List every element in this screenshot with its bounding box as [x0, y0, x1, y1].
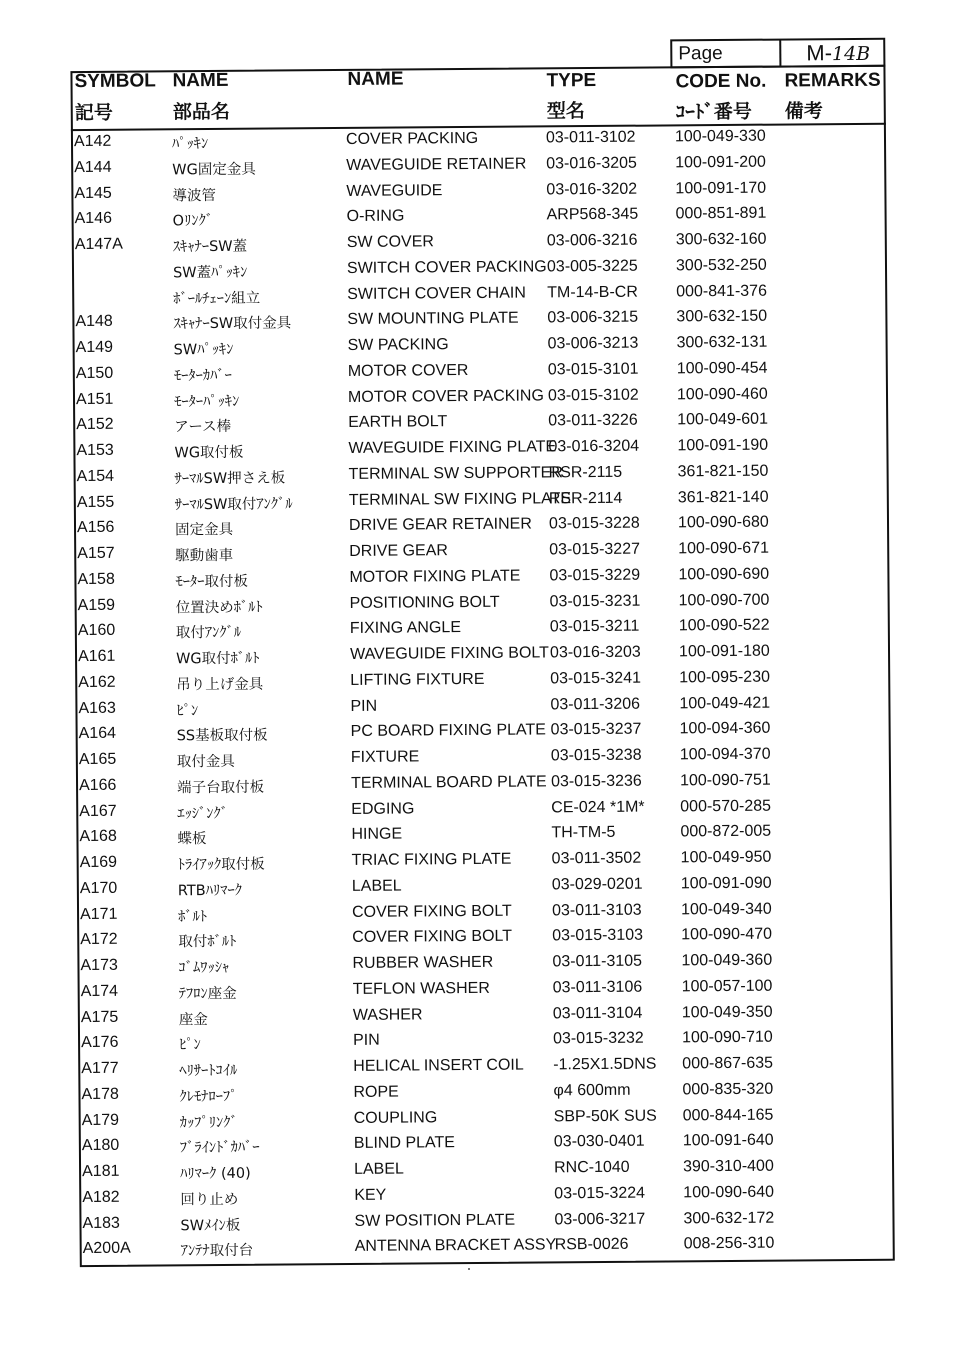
part-code: 361-821-150 [677, 462, 769, 481]
part-type: ARP568-345 [546, 205, 639, 224]
part-name: WAVEGUIDE RETAINER [346, 155, 527, 174]
part-type: 03-015-3224 [554, 1184, 646, 1203]
part-type: 03-015-3103 [552, 926, 644, 945]
part-code: 100-090-522 [678, 616, 770, 635]
part-code: 100-049-421 [679, 694, 771, 712]
part-type: 03-011-3206 [550, 695, 641, 713]
part-name: SWITCH COVER PACKING [346, 258, 547, 277]
part-name: TERMINAL BOARD PLATE [350, 773, 547, 792]
part-code: 100-090-751 [679, 771, 771, 790]
header-name: NAME [347, 68, 404, 90]
part-name-jp: 駆動歯車 [175, 547, 234, 565]
part-code: 100-091-200 [675, 153, 766, 172]
part-type: 03-029-0201 [551, 875, 643, 894]
part-type: 03-006-3215 [547, 308, 639, 327]
part-name: BLIND PLATE [353, 1134, 456, 1153]
part-name-jp: 端子台取付板 [177, 779, 265, 797]
part-code: 390-310-400 [682, 1157, 774, 1176]
part-type: 03-011-3103 [551, 901, 642, 919]
scan-speck [468, 1268, 470, 1270]
part-name-jp: ﾌﾞﾗｲﾝﾄﾞｶﾊﾞｰ [179, 1139, 260, 1157]
part-code: 000-841-376 [676, 282, 768, 300]
part-name: HELICAL INSERT COIL [353, 1056, 524, 1075]
part-name: DRIVE GEAR [349, 542, 448, 560]
part-code: 000-844-165 [682, 1106, 774, 1124]
part-symbol: A177 [81, 1059, 119, 1078]
part-name-jp: ﾓｰﾀｰｶﾊﾞｰ [173, 367, 232, 385]
part-name: LIFTING FIXTURE [350, 670, 485, 689]
part-name-jp: ﾄﾗｲｱｯｸ取付板 [177, 856, 265, 874]
part-symbol: A167 [79, 802, 117, 820]
part-name-jp: ﾊﾘﾏｰｸ (40) [180, 1165, 251, 1183]
part-code: 100-057-100 [681, 977, 773, 996]
part-name-jp: 吊り上げ金具 [176, 676, 264, 694]
part-type: RNC-1040 [554, 1158, 630, 1177]
part-type: 03-016-3204 [548, 437, 640, 456]
part-symbol: A162 [78, 673, 116, 691]
part-symbol: A154 [76, 467, 115, 485]
part-name: TERMINAL SW SUPPORTER [348, 464, 563, 483]
part-type: 03-006-3217 [554, 1210, 646, 1228]
part-symbol: A174 [80, 982, 119, 1000]
part-code: 000-851-891 [675, 204, 767, 223]
part-code: 100-090-710 [681, 1028, 773, 1047]
part-type: 03-006-3213 [547, 334, 639, 353]
part-code: 100-091-190 [677, 436, 769, 455]
part-name-jp: ｻｰﾏﾙSW取付ｱﾝｸﾞﾙ [174, 495, 293, 513]
part-symbol: A159 [77, 596, 116, 614]
part-code: 300-632-150 [676, 307, 768, 326]
part-name-jp: ｶｯﾌﾟﾘﾝｸﾞ [179, 1114, 238, 1131]
part-type: RSR-2114 [548, 489, 623, 507]
page-box-divider [779, 41, 781, 66]
part-name-jp: ｻｰﾏﾙSW押さえ板 [174, 470, 286, 488]
header-symbol-jp: 記号 [74, 101, 113, 125]
part-name: SW PACKING [347, 336, 449, 354]
part-name: WASHER [352, 1005, 423, 1024]
part-code: 100-049-330 [674, 127, 766, 146]
part-symbol: A163 [78, 699, 116, 717]
part-symbol: A152 [76, 416, 114, 434]
part-name-jp: SWﾊﾟｯｷﾝ [173, 341, 234, 359]
part-name: WAVEGUIDE FIXING PLATE [348, 438, 557, 457]
part-name-jp: ﾃﾌﾛﾝ座金 [178, 985, 237, 1003]
part-name-jp: ﾍﾘｻｰﾄｺｲﾙ [179, 1062, 238, 1080]
part-type: 03-015-3228 [548, 514, 640, 533]
part-name: COVER FIXING BOLT [352, 927, 513, 947]
part-type: 03-011-3105 [552, 952, 643, 971]
parts-table-body [0, 124, 959, 1264]
part-name-jp: アース棒 [174, 419, 232, 436]
part-symbol: A161 [77, 647, 116, 666]
part-type: RSR-2115 [548, 463, 623, 482]
header-name-jp: 部品名 [172, 100, 230, 124]
part-code: 100-090-454 [676, 359, 768, 378]
part-code: 300-632-131 [676, 333, 768, 352]
part-name-jp: SS基板取付板 [176, 727, 268, 745]
part-type: 03-015-3102 [547, 386, 639, 404]
header-type-jp: 型名 [546, 100, 585, 123]
part-type: 03-011-3106 [552, 978, 643, 997]
part-name: ANTENNA BRACKET ASSY [354, 1236, 557, 1256]
part-type: SBP-50K SUS [553, 1107, 657, 1125]
part-name: PIN [350, 697, 378, 715]
part-symbol: A183 [82, 1214, 120, 1232]
part-symbol: A165 [78, 750, 117, 769]
part-name-jp: 回り止め [180, 1191, 239, 1209]
part-symbol: A171 [79, 905, 118, 923]
part-symbol: A170 [79, 879, 118, 897]
part-type: 03-006-3216 [546, 231, 638, 250]
part-name: PC BOARD FIXING PLATE [350, 721, 546, 741]
part-symbol: A149 [75, 338, 114, 357]
part-type: 03-030-0401 [553, 1132, 645, 1151]
part-code: 100-049-350 [681, 1003, 773, 1021]
part-name: O-RING [346, 207, 405, 226]
part-name-jp: ｽｷｬﾅｰSW取付金具 [173, 315, 292, 333]
part-symbol: A155 [76, 493, 115, 511]
part-name-jp: ｺﾞﾑﾜｯｼｬ [178, 959, 230, 977]
part-symbol: A173 [80, 956, 118, 975]
part-code: 100-094-360 [679, 719, 771, 738]
part-name: TERMINAL SW FIXING PLATE [348, 489, 572, 509]
part-name-jp: WG取付ﾎﾞﾙﾄ [176, 650, 260, 668]
part-name: COVER FIXING BOLT [351, 902, 512, 921]
part-symbol: A182 [82, 1188, 120, 1206]
part-name-jp: WG取付板 [174, 444, 244, 462]
part-code: 100-049-360 [681, 951, 773, 970]
part-symbol: A166 [78, 776, 117, 794]
part-symbol: A148 [75, 313, 113, 331]
part-symbol: A169 [79, 853, 118, 872]
part-symbol: A200A [82, 1239, 131, 1258]
part-name-jp: 取付ﾎﾞﾙﾄ [178, 934, 237, 951]
part-code: 000-570-285 [680, 797, 772, 815]
part-name: MOTOR FIXING PLATE [349, 567, 521, 586]
part-type: φ4 600mm [553, 1081, 631, 1100]
part-type: 03-015-3231 [549, 592, 641, 610]
part-symbol: A158 [77, 570, 115, 588]
part-name: DRIVE GEAR RETAINER [348, 515, 532, 535]
part-code: 100-091-640 [682, 1131, 774, 1150]
part-code: 100-091-180 [678, 642, 770, 661]
header-code: CODE No. [675, 70, 767, 93]
part-code: 000-872-005 [680, 822, 772, 841]
part-code: 008-256-310 [683, 1234, 775, 1253]
part-symbol: A151 [75, 390, 114, 408]
part-name-jp: ｸﾚﾓﾅﾛｰﾌﾟ [179, 1088, 238, 1106]
part-type: TM-14-B-CR [547, 283, 638, 301]
header-remarks: REMARKS [784, 69, 881, 92]
part-code: 100-049-340 [680, 900, 772, 918]
part-symbol: A145 [74, 184, 112, 202]
part-name: HINGE [351, 825, 403, 844]
part-name-jp: ﾓｰﾀｰ取付板 [175, 573, 249, 591]
part-name-jp: 取付ｱﾝｸﾞﾙ [175, 625, 242, 642]
part-name: PIN [352, 1031, 380, 1050]
part-code: 361-821-140 [677, 488, 769, 506]
part-symbol: A150 [75, 364, 114, 382]
part-name: KEY [354, 1186, 387, 1204]
header-name-jp-en: NAME [172, 69, 229, 92]
part-name: TEFLON WASHER [352, 979, 490, 998]
part-code: 100-091-090 [680, 874, 772, 893]
part-type: 03-015-3236 [550, 772, 642, 791]
part-symbol: A164 [78, 725, 117, 743]
part-symbol: A178 [81, 1085, 119, 1103]
part-name: RUBBER WASHER [352, 953, 494, 972]
header-symbol: SYMBOL [74, 70, 156, 93]
part-symbol: A172 [80, 931, 118, 949]
part-symbol: A146 [74, 210, 113, 228]
part-type: 03-011-3104 [552, 1004, 643, 1022]
part-name: MOTOR COVER PACKING [347, 386, 544, 406]
part-type: 03-015-3237 [550, 720, 642, 739]
part-name: MOTOR COVER [347, 361, 469, 380]
part-name: WAVEGUIDE FIXING BOLT [349, 644, 549, 663]
part-type: 03-015-3241 [550, 669, 642, 688]
part-code: 300-632-172 [683, 1209, 775, 1227]
part-name-jp: RTBﾊﾘﾏｰｸ [177, 882, 243, 900]
part-name: POSITIONING BOLT [349, 593, 500, 612]
header-type: TYPE [546, 69, 597, 92]
part-symbol: A176 [81, 1034, 119, 1052]
part-symbol: A153 [76, 441, 114, 460]
part-code: 100-091-170 [675, 179, 767, 197]
part-name-jp: Oﾘﾝｸﾞ [172, 213, 214, 230]
part-name-jp: 位置決めﾎﾞﾙﾄ [175, 599, 263, 616]
part-type: 03-016-3202 [546, 180, 638, 198]
part-name: LABEL [354, 1160, 404, 1178]
part-type: RSB-0026 [554, 1236, 629, 1254]
part-name: SWITCH COVER CHAIN [347, 284, 526, 303]
part-name-jp: ﾎﾞﾙﾄ [178, 908, 208, 925]
part-name: EDGING [351, 799, 415, 818]
part-type: -1.25X1.5DNS [553, 1055, 657, 1074]
part-symbol: A175 [80, 1008, 119, 1026]
part-name: LABEL [351, 877, 402, 895]
part-type: 03-016-3205 [546, 154, 637, 173]
page-number: M-14B [806, 40, 871, 66]
part-type: 03-015-3101 [547, 360, 639, 379]
part-symbol: A181 [82, 1162, 120, 1181]
part-name: FIXTURE [350, 748, 420, 766]
part-symbol: A179 [81, 1111, 120, 1129]
part-name: ROPE [353, 1083, 399, 1101]
part-name: FIXING ANGLE [349, 619, 462, 638]
page-label: Page [678, 42, 723, 65]
header-remarks-jp: 備考 [784, 100, 823, 123]
part-code: 100-090-460 [676, 385, 768, 403]
part-name-jp: SW蓋ﾊﾟｯｷﾝ [172, 264, 248, 282]
part-symbol: A142 [73, 132, 112, 151]
part-code: 100-090-700 [678, 591, 770, 609]
part-code: 100-094-370 [679, 745, 771, 764]
part-name-jp: ﾊﾟｯｷﾝ [171, 136, 209, 153]
part-type: CE-024 *1M* [551, 798, 645, 816]
part-type: TH-TM-5 [551, 824, 616, 842]
part-symbol: A156 [76, 519, 115, 537]
part-code: 100-090-640 [683, 1183, 775, 1202]
part-type: 03-015-3211 [549, 617, 640, 636]
part-symbol: A180 [81, 1137, 120, 1155]
part-type: 03-015-3229 [549, 566, 641, 585]
part-name-jp: 導波管 [172, 187, 216, 204]
part-name-jp: ｽｷｬﾅｰSW蓋 [172, 238, 248, 256]
part-name: SW POSITION PLATE [354, 1211, 516, 1230]
part-code: 100-049-601 [677, 410, 769, 429]
part-type: 03-015-3238 [550, 746, 642, 765]
part-name: EARTH BOLT [348, 413, 448, 432]
part-code: 100-049-950 [680, 848, 772, 867]
part-code: 300-532-250 [675, 256, 767, 275]
part-code: 100-090-671 [678, 539, 770, 558]
part-name-jp: ﾓｰﾀｰﾊﾟｯｷﾝ [173, 393, 240, 410]
part-name-jp: ﾋﾟﾝ [179, 1037, 201, 1054]
part-name-jp: 固定金具 [174, 522, 234, 539]
part-name-jp: ﾎﾞｰﾙﾁｪｰﾝ組立 [173, 290, 261, 307]
part-name-jp: ｴｯｼﾞﾝｸﾞ [177, 805, 229, 822]
part-type: 03-015-3227 [549, 540, 641, 559]
part-symbol: A157 [77, 544, 115, 563]
part-name: WAVEGUIDE [346, 181, 443, 200]
part-type: 03-011-3226 [548, 411, 638, 430]
part-code: 000-867-635 [682, 1054, 774, 1073]
part-type: 03-015-3232 [552, 1029, 644, 1048]
part-name: SW COVER [346, 233, 434, 251]
part-symbol: A147A [74, 235, 123, 254]
page-number-box [670, 38, 885, 69]
part-code: 000-835-320 [682, 1080, 774, 1099]
part-name: COVER PACKING [345, 129, 479, 148]
part-code: 100-090-680 [677, 513, 769, 532]
part-name-jp: 座金 [178, 1011, 208, 1028]
part-name-jp: 蝶板 [177, 831, 207, 848]
part-type: 03-016-3203 [549, 643, 641, 662]
page-number-handwritten: 14B [831, 42, 871, 66]
part-code: 100-090-470 [681, 925, 773, 944]
part-symbol: A168 [79, 828, 117, 846]
part-code: 300-632-160 [675, 230, 767, 249]
part-code: 100-095-230 [679, 668, 771, 687]
part-symbol: A160 [77, 622, 116, 640]
part-name-jp: 取付金具 [176, 753, 235, 771]
part-name-jp: SWﾒｲﾝ板 [180, 1217, 241, 1234]
part-name: COUPLING [353, 1108, 438, 1127]
part-type: 03-005-3225 [546, 257, 638, 276]
part-code: 100-090-690 [678, 565, 770, 584]
part-name-jp: WG固定金具 [172, 161, 256, 179]
part-name: TRIAC FIXING PLATE [351, 850, 512, 869]
part-name: SW MOUNTING PLATE [347, 309, 519, 329]
part-type: 03-011-3502 [551, 849, 642, 868]
part-name-jp: ﾋﾟﾝ [176, 702, 199, 719]
header-code-jp: ｺｰﾄﾞ番号 [675, 100, 752, 124]
part-type: 03-011-3102 [545, 128, 636, 147]
part-symbol: A144 [74, 158, 112, 176]
part-name-jp: ｱﾝﾃﾅ取付台 [180, 1242, 254, 1260]
